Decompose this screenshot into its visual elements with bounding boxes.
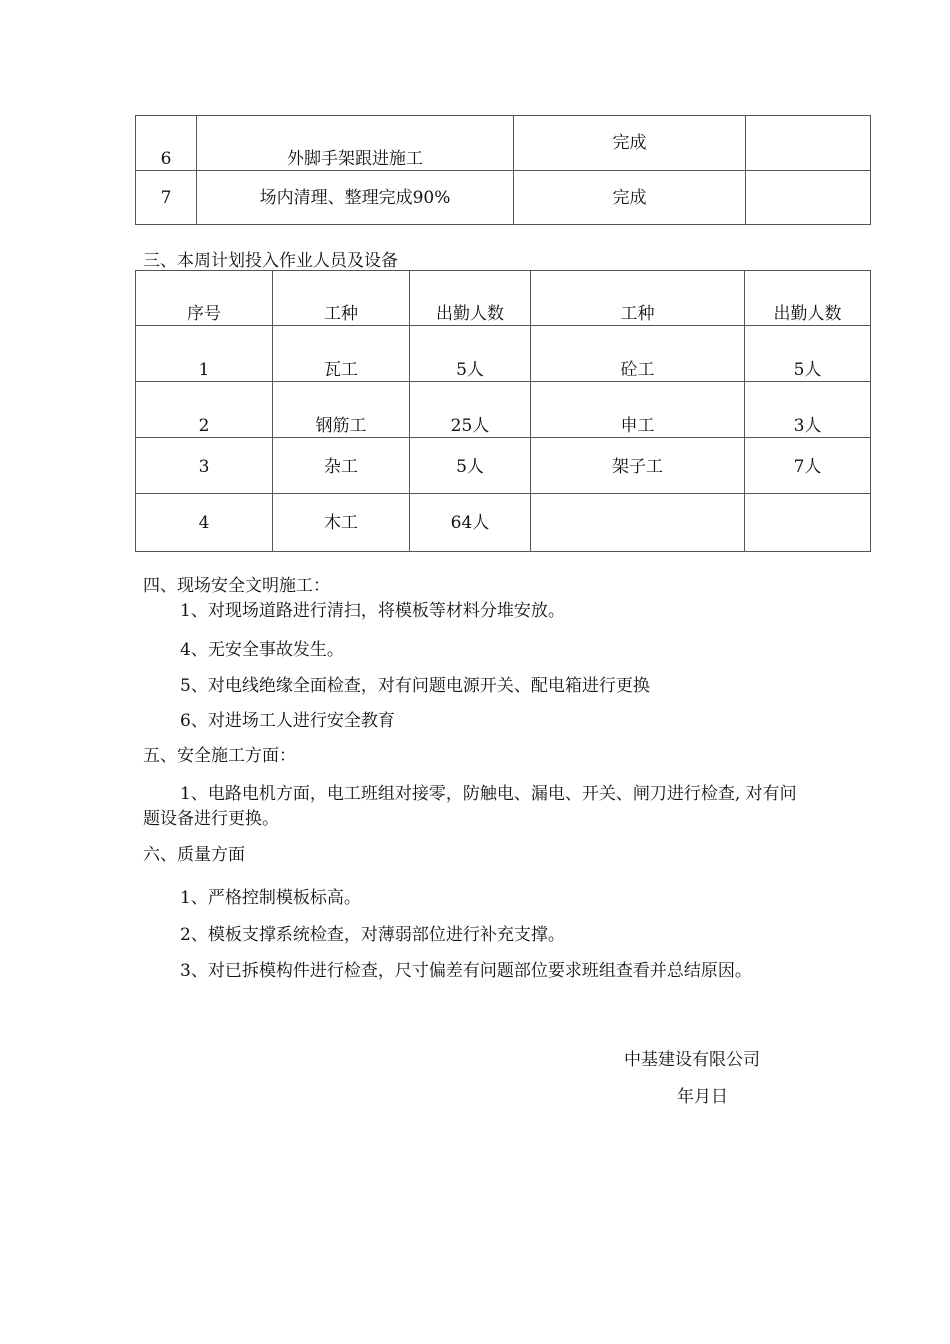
- status-cell: 完成: [514, 116, 746, 171]
- company-name: 中基建设有限公司: [624, 1050, 760, 1070]
- work-item: 场内清理、整理完成90%: [197, 171, 514, 225]
- work-item: 外脚手架跟进施工: [197, 116, 514, 171]
- paragraph-line: 题设备进行更换。: [143, 809, 279, 829]
- trade-cell: 申工: [531, 382, 745, 438]
- attendance-cell: 7人: [745, 438, 871, 494]
- trade-cell: 瓦工: [273, 326, 410, 382]
- table-row: [136, 438, 871, 494]
- row-number: 6: [136, 116, 197, 171]
- workforce-table: [135, 270, 871, 552]
- row-number: 7: [136, 171, 197, 225]
- attendance-cell: 5人: [745, 326, 871, 382]
- table-header-row: [136, 271, 871, 326]
- header-trade: 工种: [531, 271, 745, 326]
- progress-table: [135, 115, 871, 225]
- header-attendance: 出勤人数: [410, 271, 531, 326]
- table-row: [136, 382, 871, 438]
- trade-cell: 架子工: [531, 438, 745, 494]
- table-row: [136, 326, 871, 382]
- list-item: 1、对现场道路进行清扫，将模板等材料分堆安放。: [180, 601, 565, 621]
- list-item: 6、对进场工人进行安全教育: [180, 711, 395, 731]
- note-cell: [746, 171, 871, 225]
- trade-cell: 砼工: [531, 326, 745, 382]
- attendance-cell: 25人: [410, 382, 531, 438]
- header-trade: 工种: [273, 271, 410, 326]
- list-item: 5、对电线绝缘全面检查，对有问题电源开关、配电箱进行更换: [180, 676, 650, 696]
- section-4-title: 四、现场安全文明施工：: [143, 576, 330, 596]
- header-number: 序号: [136, 271, 273, 326]
- section-6-title: 六、质量方面: [143, 845, 245, 865]
- table-row: [136, 171, 871, 225]
- section-3-title: 三、本周计划投入作业人员及设备: [143, 251, 398, 271]
- table-row: [136, 116, 871, 171]
- attendance-cell: [745, 494, 871, 552]
- status-cell: 完成: [514, 171, 746, 225]
- attendance-cell: 5人: [410, 326, 531, 382]
- header-attendance: 出勤人数: [745, 271, 871, 326]
- trade-cell: 钢筋工: [273, 382, 410, 438]
- paragraph-line: 1、电路电机方面，电工班组对接零，防触电、漏电、开关、闸刀进行检查, 对有问: [180, 784, 797, 804]
- row-number: 3: [136, 438, 273, 494]
- section-5-title: 五、安全施工方面：: [143, 746, 296, 766]
- attendance-cell: 5人: [410, 438, 531, 494]
- trade-cell: 杂工: [273, 438, 410, 494]
- row-number: 2: [136, 382, 273, 438]
- table-row: [136, 494, 871, 552]
- row-number: 4: [136, 494, 273, 552]
- list-item: 1、严格控制模板标高。: [180, 888, 361, 908]
- attendance-cell: 3人: [745, 382, 871, 438]
- note-cell: [746, 116, 871, 171]
- row-number: 1: [136, 326, 273, 382]
- trade-cell: 木工: [273, 494, 410, 552]
- date-line: 年月日: [677, 1087, 728, 1107]
- list-item: 3、对已拆模构件进行检查，尺寸偏差有问题部位要求班组查看并总结原因。: [180, 961, 752, 981]
- list-item: 4、无安全事故发生。: [180, 640, 344, 660]
- list-item: 2、模板支撑系统检查，对薄弱部位进行补充支撑。: [180, 925, 565, 945]
- attendance-cell: 64人: [410, 494, 531, 552]
- trade-cell: [531, 494, 745, 552]
